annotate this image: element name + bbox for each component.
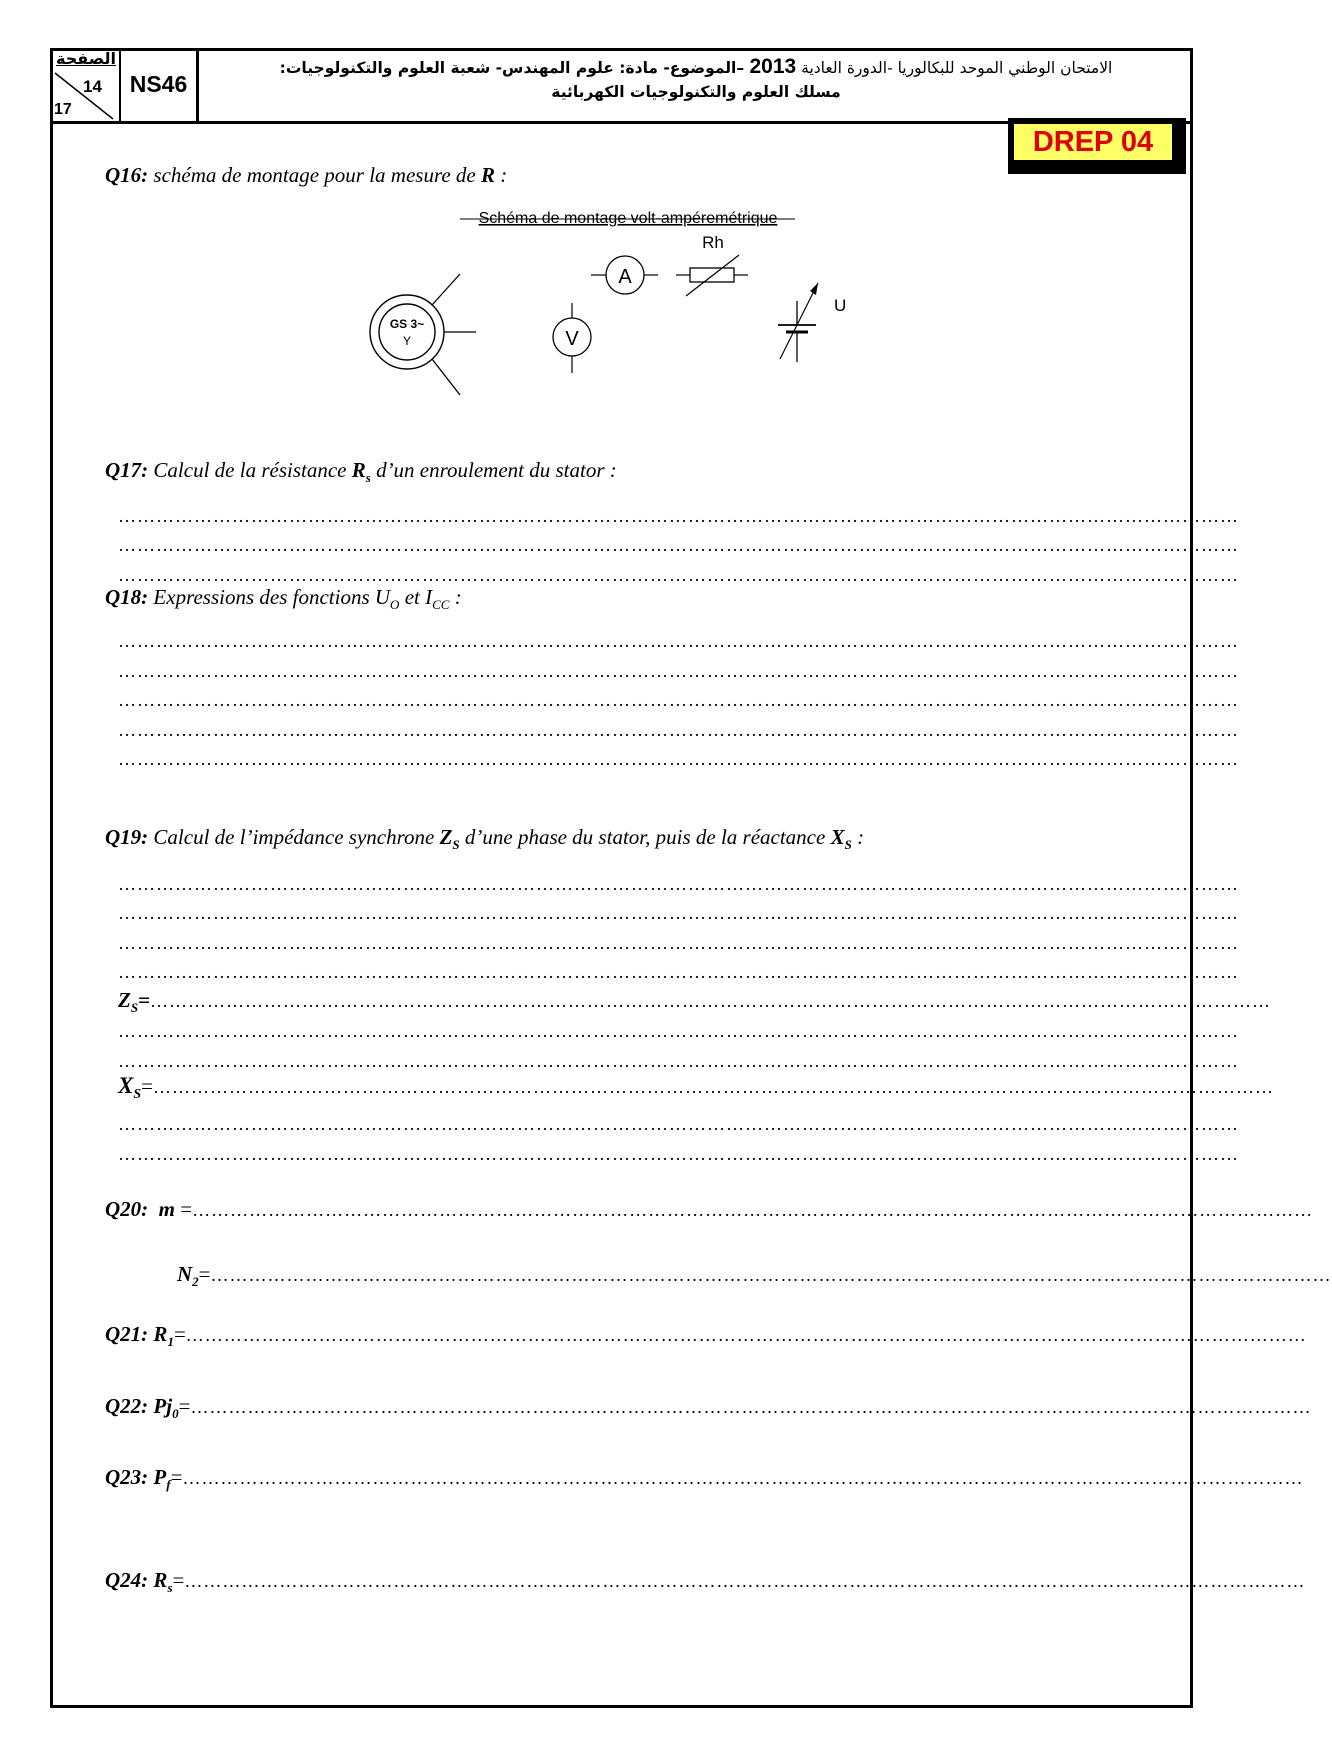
q16-text: schéma de montage pour la mesure de <box>148 163 481 187</box>
page-number-box <box>53 51 121 121</box>
schematic-title: Schéma de montage volt-ampéremétrique <box>478 210 778 227</box>
q24-var: R <box>153 1568 168 1592</box>
title-part2: –الموضوع- مادة: علوم المهندس- شعبة العلوم والتكنولوجيات: <box>279 59 750 77</box>
xs-answer-row <box>118 1073 1274 1103</box>
n2-answer-dots: …………………………………………………………………………………………………………………………………………………………… <box>210 1265 1332 1285</box>
zs-equals: = <box>138 988 151 1012</box>
answer-line: …………………………………………………………………………………………………………………………………………………………… <box>118 903 1239 923</box>
question-18 <box>105 585 462 613</box>
q22-number: Q22: <box>105 1394 149 1418</box>
answer-line: …………………………………………………………………………………………………………………………………………………………… <box>118 720 1239 740</box>
answer-line: …………………………………………………………………………………………………………………………………………………………… <box>118 962 1239 982</box>
answer-line: …………………………………………………………………………………………………………………………………………………………… <box>118 661 1239 681</box>
q18-text: Expressions des fonctions U <box>148 585 391 609</box>
n2-equals: = <box>198 1262 211 1286</box>
q21-var: R <box>153 1322 168 1346</box>
q24-sub: s <box>167 1580 173 1596</box>
q19-text: Calcul de l’impédance synchrone <box>148 825 440 849</box>
xs-sub: S <box>133 1087 142 1103</box>
q19-end: : <box>851 825 865 849</box>
q18-sub2: CC <box>432 597 450 613</box>
exam-year: 2013 <box>749 55 797 78</box>
q24-number: Q24: <box>105 1568 149 1592</box>
variable-source-symbol <box>778 283 846 362</box>
answer-line: …………………………………………………………………………………………………………………………………………………………… <box>118 749 1239 769</box>
q18-number: Q18: <box>105 585 149 609</box>
q19-number: Q19: <box>105 825 149 849</box>
q20-equals: = <box>175 1197 193 1221</box>
q16-number: Q16: <box>105 163 149 187</box>
question-19 <box>105 825 864 853</box>
answer-line: …………………………………………………………………………………………………………………………………………………………… <box>118 690 1239 710</box>
q19-var1: Z <box>439 825 453 849</box>
rheostat-label: Rh <box>702 233 724 252</box>
title-part1: الامتحان الوطني الموحد للبكالوريا -الدورة العادية <box>796 59 1113 77</box>
answer-line: …………………………………………………………………………………………………………………………………………………………… <box>118 565 1239 585</box>
voltmeter-label: V <box>565 328 579 350</box>
q21-sub: 1 <box>167 1334 174 1350</box>
q17-text: Calcul de la résistance <box>148 458 352 482</box>
badge-label: DREP 04 <box>1012 122 1174 162</box>
q18-sub1: O <box>390 597 400 613</box>
q20-number: Q20: <box>105 1197 149 1221</box>
page-word: الصفحة <box>55 49 116 68</box>
q20-var: m <box>158 1197 176 1221</box>
q22-equals: = <box>178 1394 191 1418</box>
zs-answer-dots: …………………………………………………………………………………………………………………………………………………………… <box>150 991 1272 1011</box>
zs-answer-row <box>118 988 1272 1016</box>
generator-coupling: Y <box>402 334 412 348</box>
q22-sub: 0 <box>172 1406 179 1422</box>
question-24 <box>105 1568 1306 1596</box>
title-line2: مسلك العلوم والتكنولوجيات الكهربائية <box>551 83 841 101</box>
q18-end: : <box>449 585 462 609</box>
answer-line: …………………………………………………………………………………………………………………………………………………………… <box>118 631 1239 651</box>
q18-mid: et I <box>399 585 433 609</box>
header <box>53 51 1190 124</box>
xs-equals: = <box>141 1074 153 1098</box>
generator-label: GS 3~ <box>389 317 425 331</box>
question-20 <box>105 1197 1314 1222</box>
q19-sub2: S <box>844 837 852 853</box>
answer-line: …………………………………………………………………………………………………………………………………………………………… <box>118 1021 1239 1041</box>
answer-line: …………………………………………………………………………………………………………………………………………………………… <box>118 506 1239 526</box>
n2-answer-row <box>177 1262 1332 1290</box>
ammeter-symbol <box>591 256 658 294</box>
exam-title <box>201 55 1191 104</box>
q22-var: Pj <box>153 1394 173 1418</box>
answer-line: …………………………………………………………………………………………………………………………………………………………… <box>118 1144 1239 1164</box>
ammeter-label: A <box>618 266 632 288</box>
xs-answer-dots: …………………………………………………………………………………………………………………………………………………………… <box>152 1077 1274 1097</box>
n2-var: N <box>177 1262 193 1286</box>
q19-mid: d’une phase du stator, puis de la réactance <box>459 825 831 849</box>
xs-label: X <box>118 1073 134 1098</box>
q24-equals: = <box>172 1568 185 1592</box>
n2-sub: 2 <box>192 1274 199 1290</box>
answer-line: …………………………………………………………………………………………………………………………………………………………… <box>118 933 1239 953</box>
zs-label: Z <box>118 988 131 1012</box>
q22-answer-dots: …………………………………………………………………………………………………………………………………………………………… <box>190 1397 1312 1417</box>
question-16 <box>105 163 507 188</box>
q20-answer-dots: …………………………………………………………………………………………………………………………………………………………… <box>192 1200 1314 1220</box>
question-21 <box>105 1322 1307 1350</box>
q23-sub: f <box>166 1477 171 1493</box>
question-22 <box>105 1394 1312 1422</box>
q21-answer-dots: …………………………………………………………………………………………………………………………………………………………… <box>185 1325 1307 1345</box>
q23-equals: = <box>170 1465 183 1489</box>
q16-var: R <box>481 163 496 187</box>
q16-end: : <box>495 163 508 187</box>
answer-line: …………………………………………………………………………………………………………………………………………………………… <box>118 874 1239 894</box>
document-badge <box>1008 118 1186 174</box>
rheostat-symbol <box>676 233 748 296</box>
q23-answer-dots: …………………………………………………………………………………………………………………………………………………………… <box>182 1468 1304 1488</box>
generator-symbol <box>370 274 476 395</box>
question-23 <box>105 1465 1304 1493</box>
q21-number: Q21: <box>105 1322 149 1346</box>
q17-end: d’un enroulement du stator : <box>370 458 617 482</box>
page-total: 17 <box>54 101 72 118</box>
voltmeter-symbol <box>553 303 591 373</box>
q23-number: Q23: <box>105 1465 149 1489</box>
q17-number: Q17: <box>105 458 149 482</box>
exam-code: NS46 <box>121 51 199 121</box>
q17-var: R <box>351 458 366 482</box>
q17-sub: s <box>365 470 371 486</box>
q21-equals: = <box>173 1322 186 1346</box>
source-label: U <box>834 296 847 315</box>
q23-var: P <box>153 1465 167 1489</box>
q19-sub1: S <box>452 837 460 853</box>
zs-sub: S <box>130 1000 139 1016</box>
q24-answer-dots: …………………………………………………………………………………………………………………………………………………………… <box>184 1571 1306 1591</box>
circuit-schematic <box>350 207 870 407</box>
answer-line: …………………………………………………………………………………………………………………………………………………………… <box>118 535 1239 555</box>
answer-line: …………………………………………………………………………………………………………………………………………………………… <box>118 1051 1239 1071</box>
question-17 <box>105 458 617 486</box>
answer-line: …………………………………………………………………………………………………………………………………………………………… <box>118 1114 1239 1134</box>
q19-var2: X <box>830 825 845 849</box>
page-number: 14 <box>83 77 102 96</box>
